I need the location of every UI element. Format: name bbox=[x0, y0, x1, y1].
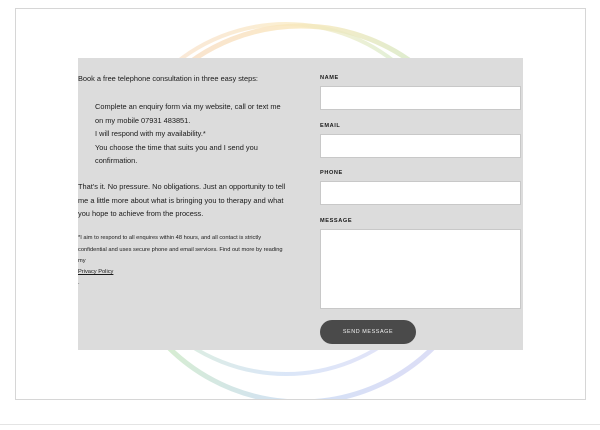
email-input[interactable] bbox=[320, 134, 521, 158]
consultation-panel bbox=[78, 58, 523, 350]
name-label: NAME bbox=[320, 75, 339, 81]
step-item: You choose the time that suits you and I send you confirmation. bbox=[95, 142, 258, 165]
phone-label: PHONE bbox=[320, 170, 343, 176]
step-item: Complete an enquiry form via my website, call or text me on my mobile 07931 483851. bbox=[95, 102, 281, 125]
phone-input[interactable] bbox=[320, 181, 521, 205]
footer-divider bbox=[0, 424, 600, 425]
message-textarea[interactable] bbox=[320, 229, 521, 309]
page-frame bbox=[15, 8, 586, 400]
step-item: I will respond with my availability.* bbox=[95, 129, 206, 138]
name-input[interactable] bbox=[320, 86, 521, 110]
trailing-period: . bbox=[78, 280, 80, 286]
intro-text: Book a free telephone consultation in three easy steps: bbox=[78, 74, 258, 83]
privacy-policy-link[interactable]: Privacy Policy bbox=[78, 269, 114, 275]
send-message-button[interactable]: SEND MESSAGE bbox=[320, 320, 416, 344]
email-label: EMAIL bbox=[320, 123, 341, 129]
message-label: MESSAGE bbox=[320, 218, 353, 224]
response-note: *I aim to respond to all enquires within 48 hours, and all contact is strictly confidential and uses secure phone and email services. Find out more by reading my bbox=[78, 235, 283, 265]
steps-list bbox=[95, 100, 285, 168]
reassurance-paragraph: That's it. No pressure. No obligations. Just an opportunity to tell me a little more about what is bringing you to therapy and what you hope to achieve from the process. bbox=[78, 182, 286, 218]
